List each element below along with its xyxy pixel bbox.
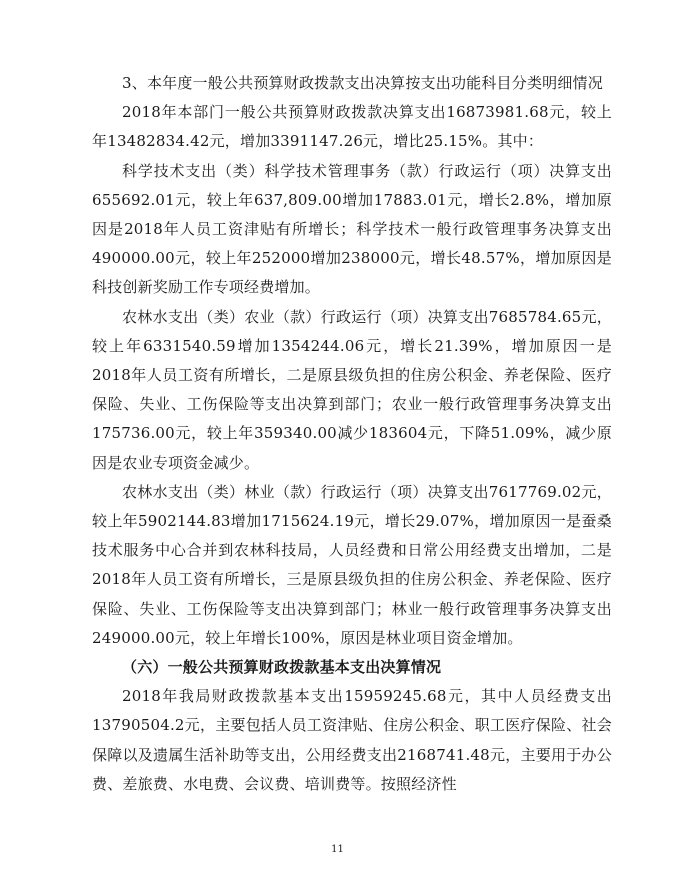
section-6-heading: （六）一般公共预算财政拨款基本支出决算情况 <box>122 658 442 677</box>
forestry-paragraph: 农林水支出（类）林业（款）行政运行（项）决算支出7617769.02元，较上年5902144.83增加1715624.19元，增长29.07%，增加原因一是蚕桑技术服务中心合并到农林科技局，人员经费和日常公用经费支出增加，二是2018年人员工资有所增长，三是原县级负担的住房公积金、养老保险、医疗保险、失业、工伤保险等支出决算到部门；林业一般行政管理事务决算支出249000.00元，较上年增长100%，原因是林业项目资金增加。 <box>92 482 612 647</box>
summary-paragraph: 2018年本部门一般公共预算财政拨款决算支出16873981.68元，较上年13482834.42元，增加3391147.26元，增比25.15%。其中： <box>92 103 612 151</box>
science-tech-paragraph: 科学技术支出（类）科学技术管理事务（款）行政运行（项）决算支出655692.01元，较上年637,809.00增加17883.01元，增长2.8%，增加原因是2018年人员工资津贴有所增长；科学技术一般行政管理事务决算支出490000.00元，较上年252000增加238000元，增长48.57%，增加原因是科技创新奖励工作专项经费增加。 <box>92 161 612 297</box>
document-body <box>92 69 612 799</box>
section-3-title: 3、本年度一般公共预算财政拨款支出决算按支出功能科目分类明细情况 <box>122 74 603 92</box>
agriculture-paragraph: 农林水支出（类）农业（款）行政运行（项）决算支出7685784.65元，较上年6331540.59增加1354244.06元，增长21.39%，增加原因一是2018年人员工资有所增长，二是原县级负担的住房公积金、养老保险、医疗保险、失业、工伤保险等支出决算到部门；农业一般行政管理事务决算支出175736.00元，较上年359340.00减少183604元，下降51.09%，减少原因是农业专项资金减少。 <box>92 307 612 472</box>
basic-expenditure-paragraph: 2018年我局财政拨款基本支出15959245.68元，其中人员经费支出13790504.2元，主要包括人员工资津贴、住房公积金、职工医疗保险、社会保障以及遗属生活补助等支出，公用经费支出2168741.48元，主要用于办公费、差旅费、水电费、会议费、培训费等。按照经济性 <box>92 687 612 793</box>
page-number: 11 <box>331 844 344 855</box>
